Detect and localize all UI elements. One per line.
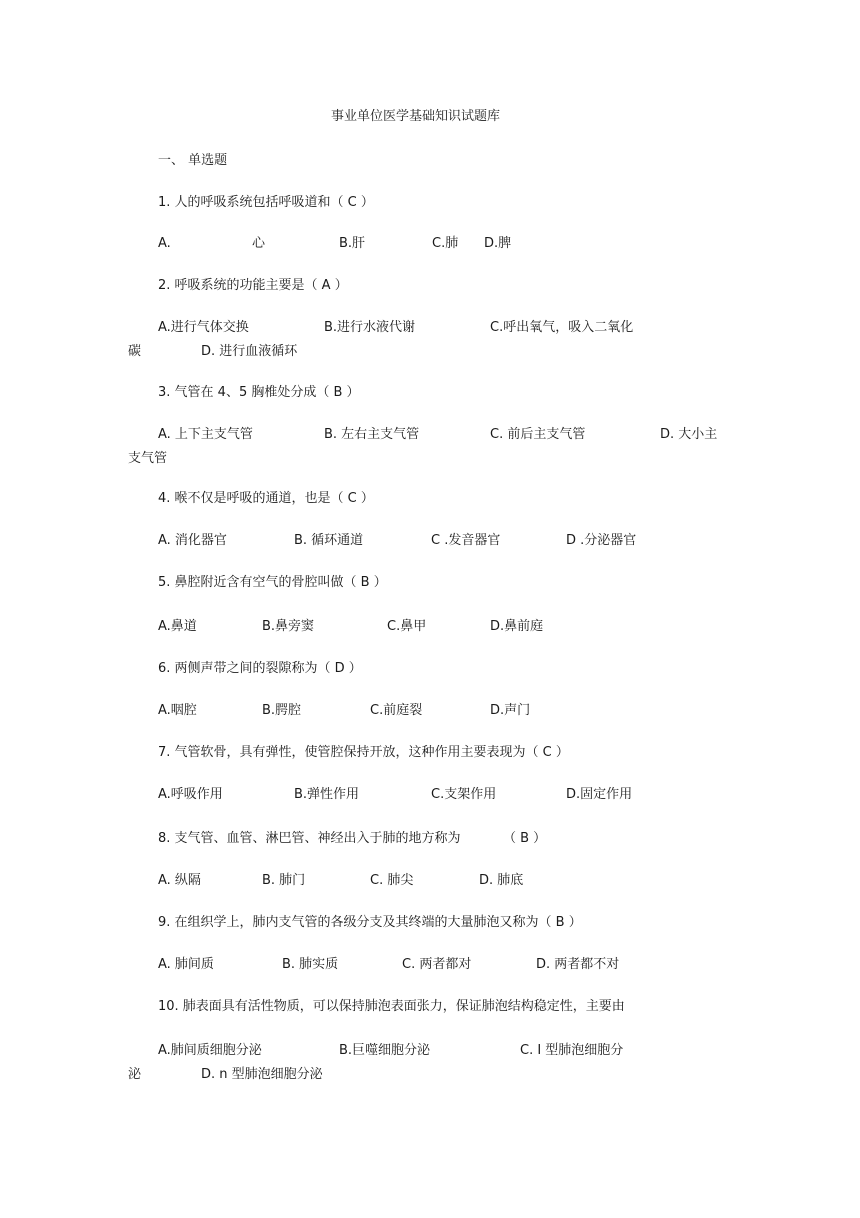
option: A.肺间质细胞分泌 xyxy=(158,1043,262,1058)
option: D.鼻前庭 xyxy=(490,619,544,634)
option: 心 xyxy=(252,236,266,251)
answer-marker: （ B ） xyxy=(503,831,547,846)
option: A.咽腔 xyxy=(158,703,197,718)
option: C .发音器官 xyxy=(431,533,501,548)
question-stem: 1. 人的呼吸系统包括呼吸道和（ C ） xyxy=(158,195,374,210)
option: A.进行气体交换 xyxy=(158,320,249,335)
option: B. 左右主支气管 xyxy=(324,427,420,442)
option: B.巨噬细胞分泌 xyxy=(339,1043,431,1058)
option: C.呼出氧气，吸入二氧化 xyxy=(490,320,634,335)
option: C.肺 xyxy=(432,236,459,251)
option: D. 两者都不对 xyxy=(536,957,620,972)
option: D. 进行血液循环 xyxy=(201,344,298,359)
option: A. 肺间质 xyxy=(158,957,214,972)
option: C. 前后主支气管 xyxy=(490,427,586,442)
option: D .分泌器官 xyxy=(566,533,637,548)
question-stem: 6. 两侧声带之间的裂隙称为（ D ） xyxy=(158,661,362,676)
question-stem: 4. 喉不仅是呼吸的通道，也是（ C ） xyxy=(158,491,374,506)
option: C.鼻甲 xyxy=(387,619,427,634)
question-stem: 2. 呼吸系统的功能主要是（ A ） xyxy=(158,278,348,293)
option: B.腭腔 xyxy=(262,703,302,718)
option: D.脾 xyxy=(484,236,512,251)
option: A.呼吸作用 xyxy=(158,787,223,802)
doc-title: 事业单位医学基础知识试题库 xyxy=(331,109,501,124)
option: B.进行水液代谢 xyxy=(324,320,416,335)
option-wrap: 碳 xyxy=(128,344,142,359)
option: D. 肺底 xyxy=(479,873,524,888)
option: A. xyxy=(158,236,171,251)
option: B. 肺实质 xyxy=(282,957,339,972)
question-stem: 8. 支气管、血管、淋巴管、神经出入于肺的地方称为 xyxy=(158,831,461,846)
option: D.声门 xyxy=(490,703,531,718)
question-stem: 10. 肺表面具有活性物质，可以保持肺泡表面张力，保证肺泡结构稳定性，主要由 xyxy=(158,999,625,1014)
question-stem: 9. 在组织学上，肺内支气管的各级分支及其终端的大量肺泡又称为（ B ） xyxy=(158,915,582,930)
option: D. n 型肺泡细胞分泌 xyxy=(201,1067,323,1082)
option: B. 循环通道 xyxy=(294,533,364,548)
option: A. 上下主支气管 xyxy=(158,427,253,442)
option: A. 消化器官 xyxy=(158,533,227,548)
option: C. 两者都对 xyxy=(402,957,472,972)
option: B.肝 xyxy=(339,236,366,251)
option: C.前庭裂 xyxy=(370,703,423,718)
option: A. 纵隔 xyxy=(158,873,201,888)
option: A.鼻道 xyxy=(158,619,197,634)
option: D.固定作用 xyxy=(566,787,633,802)
option: B.鼻旁窦 xyxy=(262,619,315,634)
section-heading: 一、 单选题 xyxy=(158,153,228,168)
option: B.弹性作用 xyxy=(294,787,360,802)
question-stem: 5. 鼻腔附近含有空气的骨腔叫做（ B ） xyxy=(158,575,387,590)
option-wrap: 支气管 xyxy=(128,451,168,466)
question-stem: 7. 气管软骨，具有弹性，使管腔保持开放，这种作用主要表现为（ C ） xyxy=(158,745,569,760)
option-wrap: 泌 xyxy=(128,1067,142,1082)
option: D. 大小主 xyxy=(660,427,718,442)
option: C.支架作用 xyxy=(431,787,497,802)
question-stem: 3. 气管在 4、5 胸椎处分成（ B ） xyxy=(158,385,360,400)
option: C. I 型肺泡细胞分 xyxy=(520,1043,624,1058)
option: C. 肺尖 xyxy=(370,873,414,888)
option: B. 肺门 xyxy=(262,873,306,888)
